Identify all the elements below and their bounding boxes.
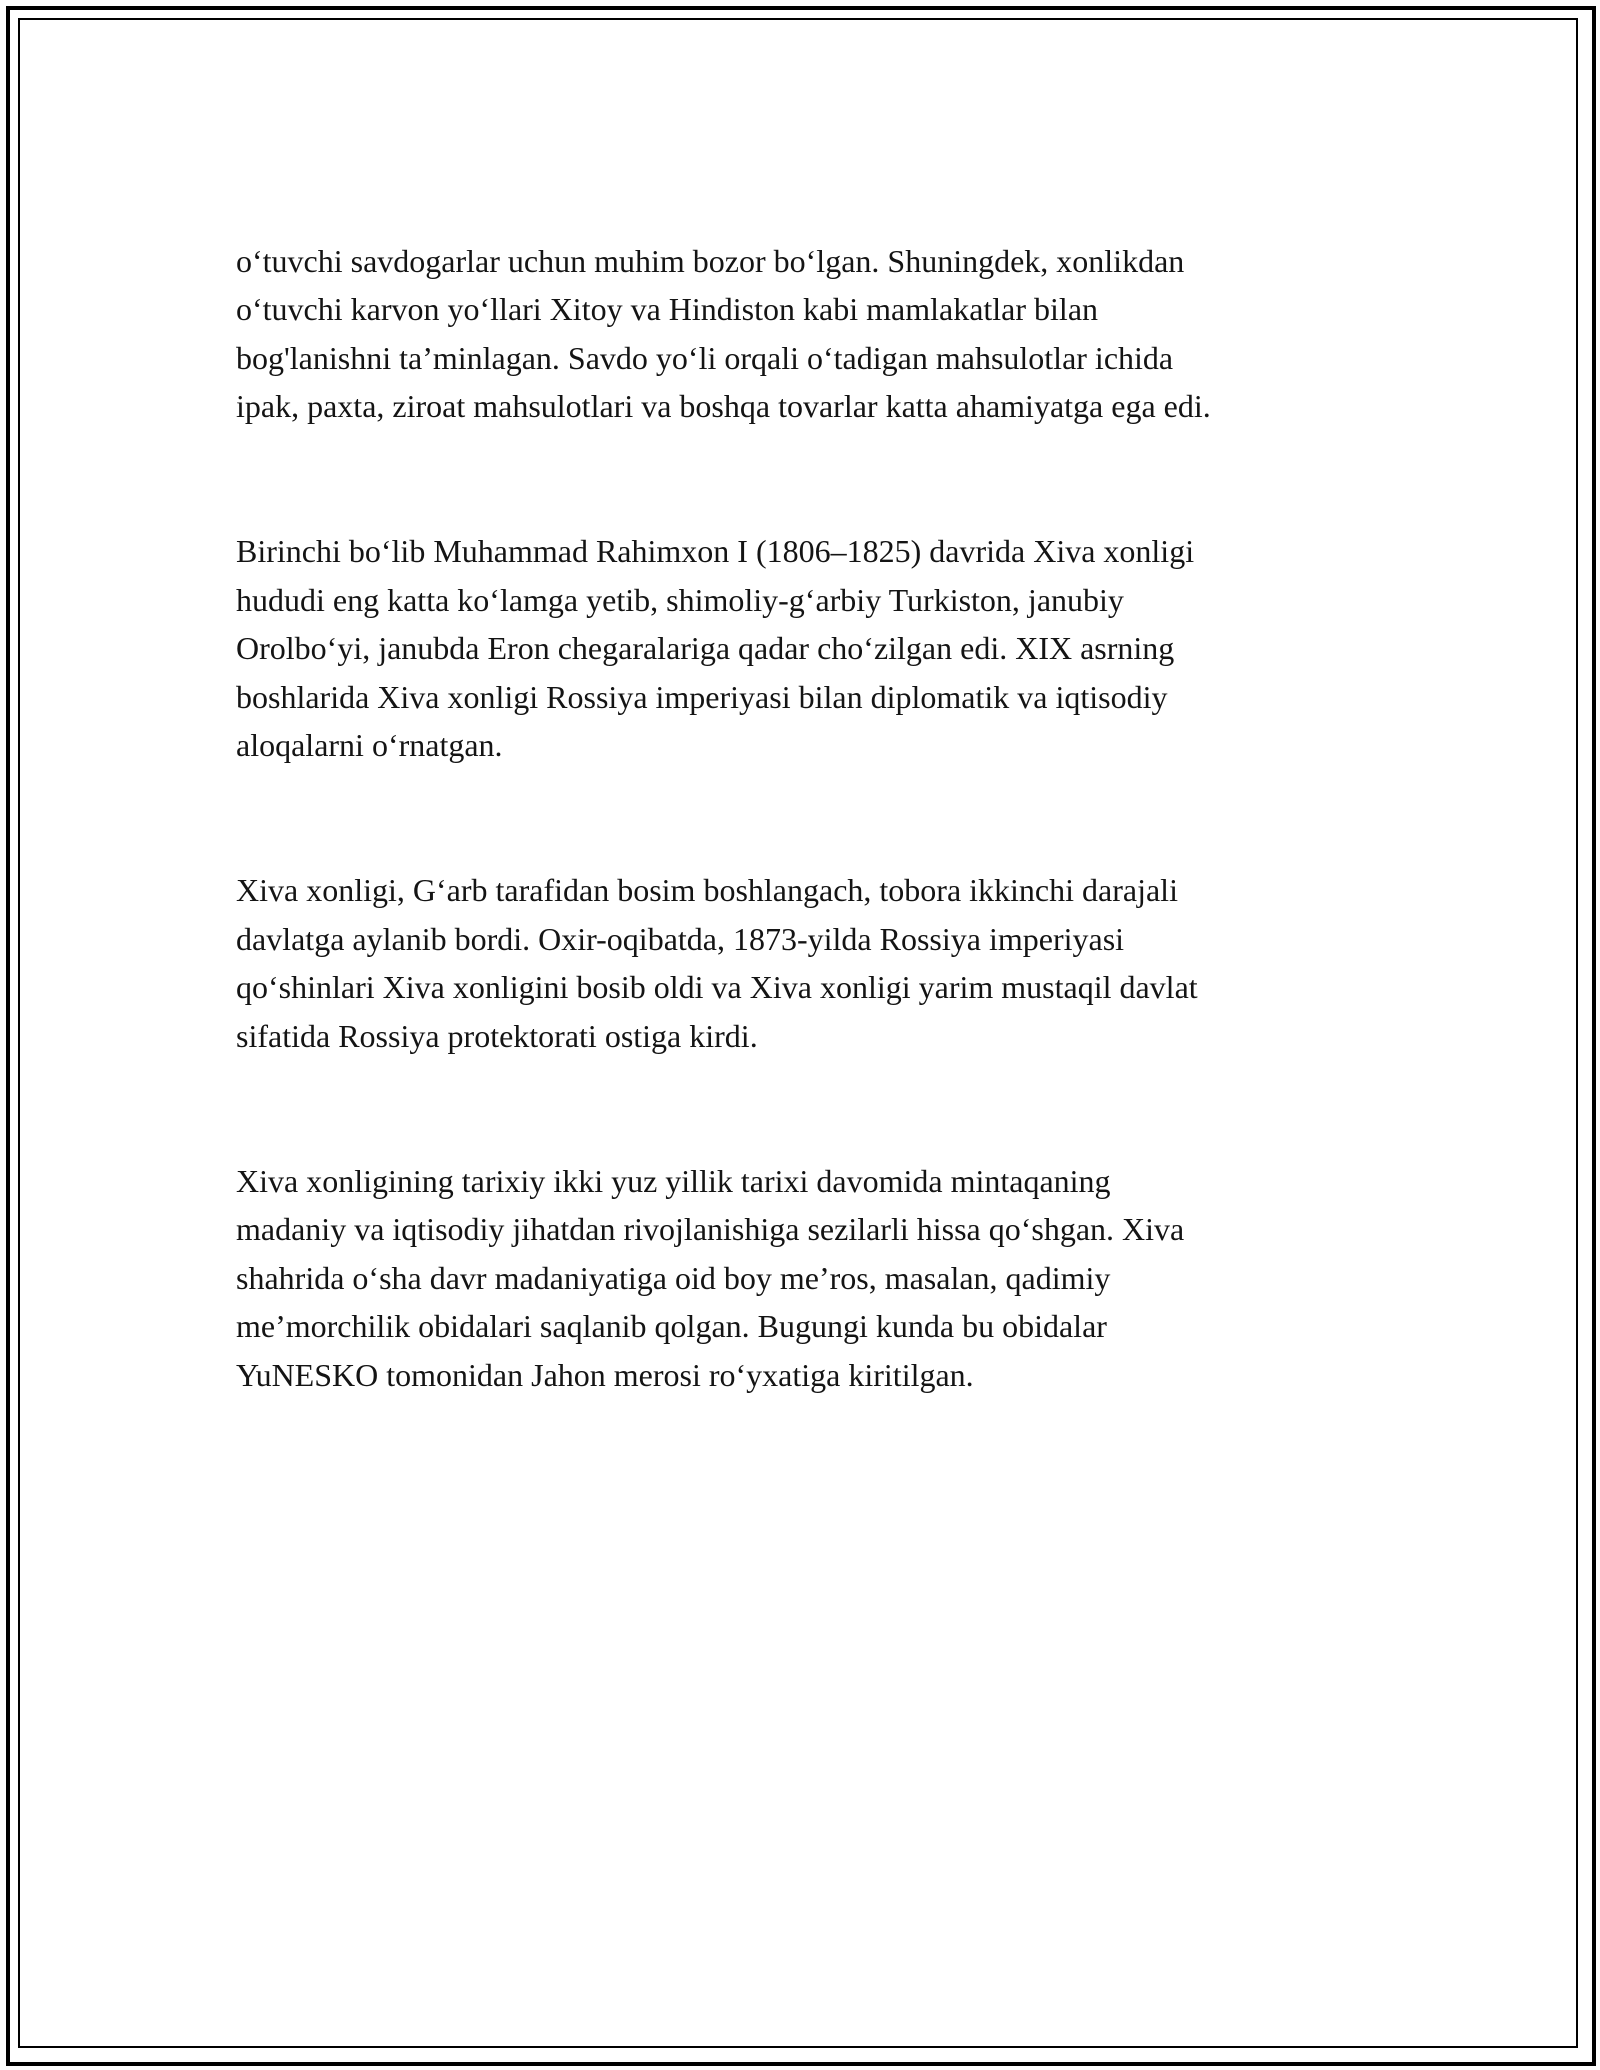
paragraph-cultural-heritage: Xiva xonligining tarixiy ikki yuz yillik tarixi davomida mintaqaning madaniy va iqtisodiy jihatdan rivojlanishiga sezilarli hissa qo‘shgan. Xiva shahrida o‘sha davr madaniyatiga oid boy me’ros, masalan, qadimiy me’morchilik obidalari saqlanib qolgan. Bugungi kunda bu obidalar YuNESKO tomonidan Jahon merosi ro‘yxatiga kiritilgan. bbox=[236, 1162, 1185, 1393]
paragraph-trade-routes: o‘tuvchi savdogarlar uchun muhim bozor bo‘lgan. Shuningdek, xonlikdan o‘tuvchi karvon yo‘llari Xitoy va Hindiston kabi mamlakatlar bilan bog'lanishni ta’minlagan. Savdo yo‘li orqali o‘tadigan mahsulotlar ichida ipak, paxta, ziroat mahsulotlari va boshqa tovarlar katta ahamiyatga ega edi. bbox=[236, 242, 1211, 424]
document-body bbox=[236, 188, 1376, 1496]
paragraph-russian-protectorate: Xiva xonligi, G‘arb tarafidan bosim boshlangach, tobora ikkinchi darajali davlatga aylanib bordi. Oxir-oqibatda, 1873-yilda Rossiya imperiyasi qo‘shinlari Xiva xonligini bosib oldi va Xiva xonligi yarim mustaqil davlat sifatida Rossiya protektorati ostiga kirdi. bbox=[236, 872, 1198, 1054]
paragraph-muhammad-rahimxon: Birinchi bo‘lib Muhammad Rahimxon I (1806–1825) davrida Xiva xonligi hududi eng katta ko‘lamga yetib, shimoliy-g‘arbiy Turkiston, janubiy Orolbo‘yi, janubda Eron chegaralariga qadar cho‘zilgan edi. XIX asrning boshlarida Xiva xonligi Rossiya imperiyasi bilan diplomatik va iqtisodiy aloqalarni o‘rnatgan. bbox=[236, 533, 1195, 763]
